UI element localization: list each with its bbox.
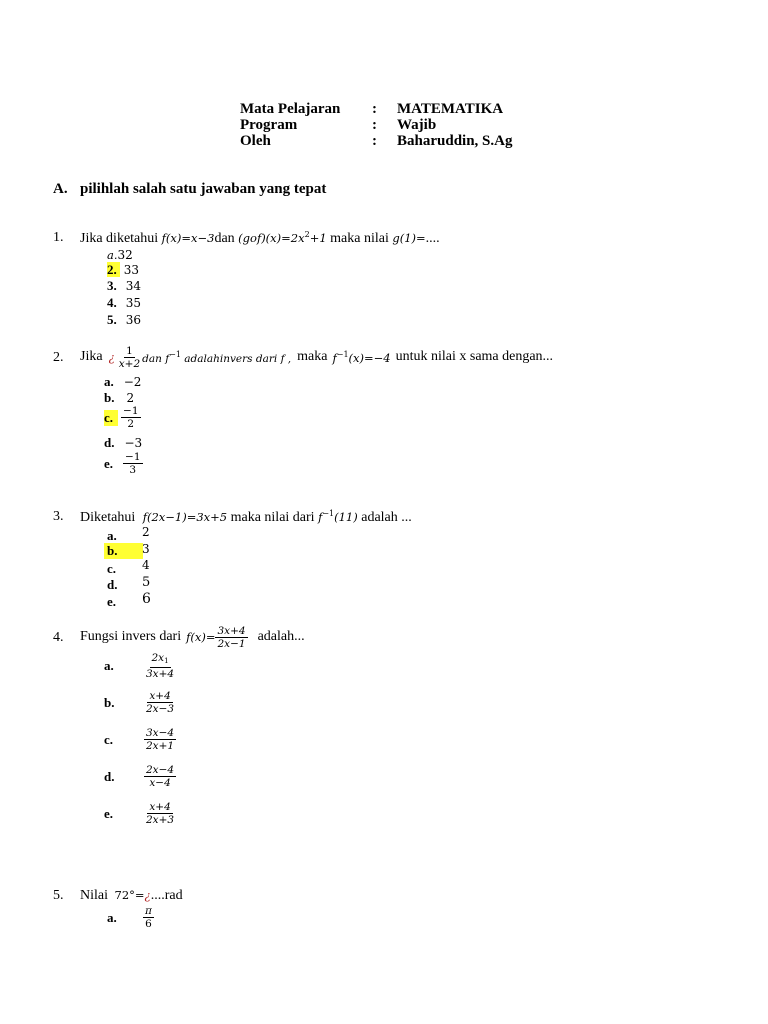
fraction-denominator: 2 (127, 418, 135, 430)
option-label: b. (104, 390, 115, 405)
formula: f(x)= (186, 630, 216, 644)
question-text (80, 342, 553, 372)
fraction-numerator-sub: 1 (164, 657, 169, 665)
question-text-part: Fungsi invers dari (80, 629, 182, 644)
question-text-part: ....rad (150, 888, 183, 903)
formula (238, 231, 326, 245)
question-number: 2. (53, 350, 64, 365)
header-sep: : (372, 101, 377, 117)
option-label: b. (104, 694, 115, 710)
option-label: e. (104, 455, 114, 471)
formula-fraction (215, 625, 247, 650)
option-fraction (144, 652, 176, 680)
option-c[interactable] (104, 405, 141, 430)
option-e[interactable] (104, 801, 176, 826)
header-label-program: Program (240, 117, 298, 133)
header-value-program: Wajib (397, 117, 437, 133)
fraction-numerator-part: 2x (151, 652, 165, 664)
option-b[interactable] (104, 690, 176, 715)
fraction-numerator: −1 (125, 451, 141, 463)
option-label: c. (104, 731, 114, 747)
option-5[interactable] (107, 311, 141, 329)
option-label: 4. (107, 295, 117, 310)
option-value: 35 (125, 296, 142, 310)
formula-part: +1 (309, 231, 327, 245)
fraction-numerator: x+4 (149, 801, 171, 813)
fraction-denominator: x+2 (118, 357, 141, 370)
fraction-numerator: 2x−4 (146, 764, 175, 776)
option-label: a. (107, 528, 117, 543)
option-a[interactable] (104, 652, 176, 680)
question-text-part: untuk nilai x sama dengan... (395, 349, 554, 364)
fraction-denominator: 2x−3 (146, 703, 175, 715)
option-label: a. (104, 658, 114, 673)
header-label-author: Oleh (240, 133, 271, 149)
fraction-numerator (150, 652, 171, 668)
formula-part: f (332, 350, 337, 365)
fraction-denominator: 3x+4 (146, 668, 175, 680)
header-sep: : (372, 133, 377, 149)
option-d[interactable] (104, 434, 142, 452)
header-sep: : (372, 117, 377, 133)
section-title: pilihlah salah satu jawaban yang tepat (80, 181, 327, 197)
question-text-part: Nilai (80, 888, 108, 903)
formula-part: (gof)(x)=2x (238, 231, 305, 245)
formula-part: f (318, 510, 323, 524)
option-fraction (144, 690, 176, 715)
question-text-part: maka nilai (330, 231, 389, 246)
option-label: 2. (107, 262, 120, 277)
option-fraction (144, 764, 176, 789)
option-c[interactable] (104, 727, 176, 752)
option-label: a. (107, 909, 117, 925)
question-number: 4. (53, 630, 64, 645)
option-value: −2 (123, 375, 142, 389)
formula: f(2x−1)=3x+5 (142, 510, 228, 524)
formula: 72°= (114, 888, 145, 902)
option-e[interactable] (104, 451, 143, 476)
option-value: 5 (142, 575, 151, 590)
formula-part: (11) (334, 510, 358, 524)
question-text-part: Jika diketahui (80, 231, 159, 246)
fraction-denominator: 3 (129, 464, 137, 476)
question-text-part: adalah... (257, 629, 305, 644)
formula-part: adalahinvers dari f , (184, 352, 292, 365)
fraction-denominator: 2x−1 (217, 637, 246, 650)
formula-sup: −1 (336, 349, 349, 359)
option-4[interactable] (107, 294, 141, 312)
option-value: 36 (125, 313, 142, 327)
option-value: 34 (125, 279, 142, 293)
question-number: 1. (53, 230, 64, 245)
option-label: d. (104, 768, 115, 784)
question-text (80, 888, 183, 904)
fraction-denominator: 6 (145, 918, 152, 930)
option-a[interactable] (107, 905, 154, 930)
option-d[interactable] (104, 764, 176, 789)
formula-glyph: ¿ (108, 350, 115, 364)
formula (332, 350, 390, 365)
option-label: 3. (107, 278, 117, 293)
option-3[interactable] (107, 277, 141, 295)
fraction-denominator: x−4 (149, 777, 171, 789)
option-value: −3 (124, 436, 143, 450)
option-value: 2 (126, 391, 135, 405)
formula-fraction (117, 345, 142, 370)
option-label: d. (107, 577, 118, 592)
header-label-subject: Mata Pelajaran (240, 101, 341, 117)
option-fraction (143, 905, 154, 930)
fraction-numerator: x+4 (149, 690, 171, 702)
option-label: e. (107, 594, 117, 609)
fraction-numerator: π (145, 905, 152, 917)
option-value: 4 (142, 558, 150, 572)
question-text-part: Diketahui (80, 510, 136, 525)
question-number: 3. (53, 509, 64, 524)
option-label: c. (104, 410, 118, 426)
option-label: b. (104, 543, 143, 559)
option-value: 6 (142, 591, 151, 607)
option-value: 2 (142, 525, 150, 539)
formula: g(1)= (392, 231, 426, 245)
section-letter: A. (53, 181, 68, 197)
question-text (80, 230, 440, 247)
option-value: 33 (123, 263, 140, 277)
question-text-part: adalah ... (361, 510, 412, 525)
option-label: 5. (107, 312, 117, 327)
question-text-part: .... (425, 231, 440, 246)
fraction-numerator: 1 (126, 344, 133, 357)
option-d[interactable] (107, 575, 151, 594)
option-label: a. (104, 374, 114, 389)
option-fraction (121, 405, 140, 430)
formula-glyph: ¿ (144, 888, 151, 902)
formula-part: dan f (142, 352, 170, 365)
option-label: c. (107, 561, 117, 576)
formula-part: (x)=−4 (348, 350, 391, 365)
fraction-denominator: 2x+3 (146, 814, 175, 826)
option-b[interactable] (104, 542, 150, 560)
question-text-part: maka nilai dari (230, 510, 315, 525)
fraction-denominator: 2x+1 (146, 740, 175, 752)
option-fraction (144, 801, 176, 826)
formula-sup: −1 (322, 509, 335, 518)
option-value: 32 (117, 248, 133, 262)
fraction-numerator: 3x+4 (217, 624, 246, 637)
formula-sup: −1 (169, 349, 181, 359)
option-label: e. (104, 805, 114, 821)
question-text (80, 622, 305, 652)
question-text-part: maka (297, 349, 328, 364)
formula (142, 350, 291, 365)
option-fraction (123, 451, 142, 476)
question-text (80, 509, 412, 526)
formula (318, 510, 358, 524)
fraction-numerator: 3x−4 (146, 727, 175, 739)
header-value-author: Baharuddin, S.Ag (397, 133, 513, 149)
option-e[interactable] (107, 591, 151, 611)
header-value-subject: MATEMATIKA (397, 101, 504, 117)
option-label: d. (104, 435, 115, 450)
formula: f(x)=x−3 (161, 231, 215, 245)
option-label: a. (107, 248, 118, 262)
question-text-part: dan (214, 231, 235, 246)
option-fraction (144, 727, 176, 752)
formula-sup: 2 (304, 230, 310, 239)
question-number: 5. (53, 888, 64, 903)
question-text-part: Jika (80, 349, 103, 364)
fraction-numerator: −1 (123, 405, 139, 417)
option-value: 3 (142, 542, 150, 556)
